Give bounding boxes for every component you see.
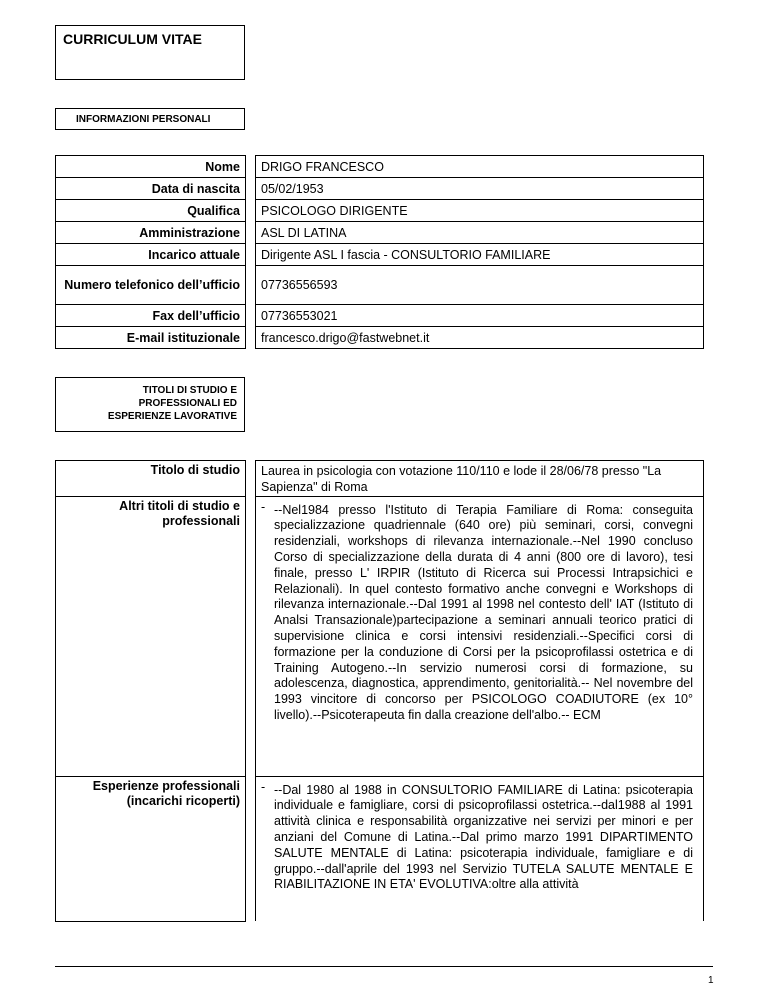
- titoli-value: [256, 496, 704, 776]
- email-value: francesco.drigo@fastwebnet.it: [256, 327, 704, 349]
- info-row-amministrazione: [56, 222, 704, 244]
- info-label: Numero telefonico dell’ufficio: [56, 266, 246, 305]
- titoli-row-esperienze: [56, 776, 704, 921]
- info-row-incarico: [56, 244, 704, 266]
- section-titoli-box: [55, 377, 245, 432]
- bullet-dash: -: [261, 499, 266, 514]
- bullet-dash: -: [261, 779, 266, 794]
- cv-title: CURRICULUM VITAE: [63, 31, 202, 47]
- info-row-telefono: [56, 266, 704, 305]
- section-personal-title: INFORMAZIONI PERSONALI: [76, 114, 211, 125]
- section-personal-box: [55, 108, 245, 130]
- info-row-fax: [56, 305, 704, 327]
- info-row-data-nascita: [56, 178, 704, 200]
- info-value: DRIGO FRANCESCO: [256, 156, 704, 178]
- info-row-qualifica: [56, 200, 704, 222]
- info-value: ASL DI LATINA: [256, 222, 704, 244]
- info-row-email: [56, 327, 704, 349]
- info-label: Incarico attuale: [56, 244, 246, 266]
- info-value: Dirigente ASL I fascia - CONSULTORIO FAMILIARE: [256, 244, 704, 266]
- altri-text: --Nel1984 presso l'Istituto di Terapia Familiare di Roma: conseguita specializzazione quadriennale (640 ore) più seminari, corsi, convegni residenziali, workshops di rilevanza internazionale.--Nel 1990 concluso Corso di specializzazione della durata di 4 anni (800 ore di lavoro), tesi finale, presso L' IRPIR (Istituto di Ricerca sui Processi Intrapsichici e Relazionali). In quel contesto formativo anche convegni e Workshops di rilevanza internazionale.--Dal 1991 al 1998 nel contesto dell' IAT (Istituto di Analsi Transazionale)partecipazione a seminari annuali teorico pratici di supervisione clinica e corsi intensivi residenziali.--Specifici corsi di formazione per la conduzione di Corsi per la psicoprofilassi ostetrica e di Training Autogeno.--In servizio numerosi corsi di formazione, su adolescenza, diagnostica, apprendimento, genitorialità.-- Nel novembre del 1993 vincitore di concorso per PSICOLOGO COADIUTORE (ex 10° livello).--Psicoterapeuta fin dalla creazione dell'albo.-- ECM: [274, 502, 693, 722]
- titoli-label: Esperienze professionali (incarichi ricoperti): [56, 776, 246, 921]
- info-label: Qualifica: [56, 200, 246, 222]
- info-label: Data di nascita: [56, 178, 246, 200]
- info-label: Amministrazione: [56, 222, 246, 244]
- titoli-row-altri: [56, 496, 704, 776]
- titoli-value: [256, 776, 704, 921]
- info-label: E-mail istituzionale: [56, 327, 246, 349]
- cv-title-box: [55, 25, 245, 80]
- esperienze-text: --Dal 1980 al 1988 in CONSULTORIO FAMILIARE di Latina: psicoterapia individuale e famigliare, corsi di psicoprofilassi ostetrica.--dal1988 al 1991 attività clinica e responsabilità organizzative nei servizi per minori e per anziani del Comune di Latina.--Dal primo marzo 1991 DIPARTIMENTO SALUTE MENTALE di Latina: psicoterapia individuale, famigliare e di gruppo.--dall'aprile del 1993 nel Servizio TUTELA SALUTE MENTALE E RIABILITAZIONE IN ETA' EVOLUTIVA:oltre alla attività: [274, 782, 693, 892]
- info-value: 05/02/1953: [256, 178, 704, 200]
- info-label: Fax dell’ufficio: [56, 305, 246, 327]
- info-value: PSICOLOGO DIRIGENTE: [256, 200, 704, 222]
- info-row-nome: [56, 156, 704, 178]
- footer-divider: [55, 966, 713, 967]
- info-value: 07736556593: [256, 266, 704, 305]
- page-number: 1: [708, 975, 714, 986]
- titoli-row-studio: [56, 461, 704, 497]
- info-label: Nome: [56, 156, 246, 178]
- section-titoli-title: TITOLI DI STUDIO E PROFESSIONALI ED ESPERIENZE LAVORATIVE: [107, 385, 237, 422]
- titoli-label: Titolo di studio: [56, 461, 246, 497]
- info-value: 07736553021: [256, 305, 704, 327]
- titoli-value: [256, 461, 704, 497]
- studio-text: Laurea in psicologia con votazione 110/110 e lode il 28/06/78 presso "La Sapienza" di Roma: [261, 464, 662, 494]
- titoli-table: [55, 460, 704, 922]
- titoli-label: Altri titoli di studio e professionali: [56, 496, 246, 776]
- personal-info-table: [55, 155, 704, 349]
